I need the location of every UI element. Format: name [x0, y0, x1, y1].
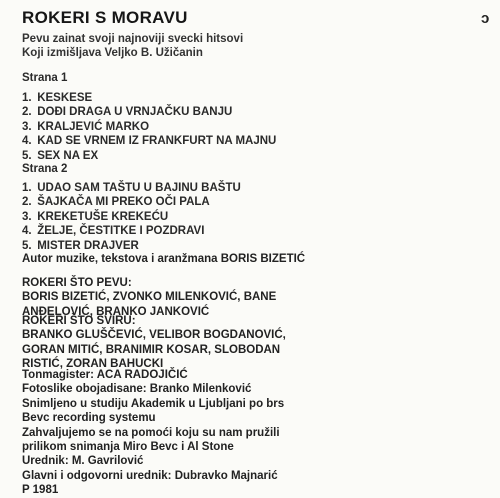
- singers-section: [22, 276, 482, 319]
- singers-heading: ROKERI ŠTO PEVU:: [22, 277, 132, 289]
- track-number: 2.: [22, 196, 32, 209]
- track-number: 3.: [22, 120, 32, 133]
- track-number: 5.: [22, 149, 32, 162]
- list-item: [22, 120, 276, 134]
- track-title: SEX NA EX: [37, 149, 99, 162]
- track-title: KRALJEVIĆ MARKO: [37, 120, 150, 133]
- track-title: KESKESE: [37, 92, 93, 104]
- track-title: ŽELJE, ČESTITKE I POZDRAVI: [37, 225, 205, 238]
- track-number: 4.: [22, 135, 32, 148]
- players-line: GORAN MITIĆ, BRANIMIR KOSAR, SLOBODAN: [22, 343, 281, 356]
- track-number: 4.: [22, 225, 32, 238]
- credit-line: Snimljeno u studiju Akademik u Ljubljani po brs: [22, 397, 285, 410]
- credit-line: Urednik: M. Gavrilović: [22, 455, 144, 468]
- album-title: ROKERI S MORAVU: [22, 8, 188, 27]
- list-item: [22, 239, 241, 253]
- credit-line: prilikom snimanja Miro Bevc i Al Stone: [22, 441, 234, 454]
- list-item: [22, 91, 276, 105]
- list-item: [22, 210, 241, 224]
- singers-line: BORIS BIZETIĆ, ZVONKO MILENKOVIĆ, BANE: [22, 291, 277, 304]
- list-item: [22, 149, 276, 163]
- credit-line: P 1981: [22, 484, 59, 497]
- track-title: MISTER DRAJVER: [37, 239, 139, 252]
- author-credit: Autor muzike, tekstova i aranžmana BORIS BIZETIĆ: [22, 253, 306, 265]
- side-b-tracklist: [22, 181, 241, 253]
- list-item: [22, 195, 241, 209]
- side-a-label: Strana 1: [22, 72, 68, 84]
- credit-line: Bevc recording systemu: [22, 412, 156, 425]
- track-number: 3.: [22, 210, 32, 223]
- track-title: KREKETUŠE KREKEĆU: [37, 210, 169, 223]
- production-credits: [22, 368, 482, 498]
- list-item: [22, 181, 241, 195]
- players-heading: ROKERI ŠTO SVIRU:: [22, 315, 136, 327]
- list-item: [22, 105, 276, 119]
- track-title: UDAO SAM TAŠTU U BAJINU BAŠTU: [37, 182, 241, 194]
- singers-line: ANĐELOVIĆ, BRANKO JANKOVIĆ: [22, 305, 210, 318]
- album-subtitle-line1: Pevu zainat svoji najnoviji svecki hitsovi: [22, 33, 244, 45]
- credit-line: Tonmagister: ACA RADOJIČIĆ: [22, 369, 188, 381]
- track-title: DOĐI DRAGA U VRNJAČKU BANJU: [37, 106, 233, 119]
- track-number: 2.: [22, 106, 32, 119]
- track-title: KAD SE VRNEM IZ FRANKFURT NA MAJNU: [37, 135, 277, 148]
- players-line: RISTIĆ, ZORAN BAHUCKI: [22, 358, 164, 371]
- corner-mark-icon: ↄ: [481, 10, 490, 27]
- track-number: 1.: [22, 182, 32, 194]
- track-number: 1.: [22, 92, 32, 104]
- track-title: ŠAJKAČA MI PREKO OČI PALA: [37, 196, 210, 209]
- credit-line: Zahvaljujemo se na pomoći koju su nam pružili: [22, 426, 280, 439]
- players-section: [22, 314, 482, 372]
- side-b-label: Strana 2: [22, 163, 68, 175]
- list-item: [22, 224, 241, 238]
- list-item: [22, 134, 276, 148]
- players-line: BRANKO GLUŠČEVIĆ, VELIBOR BOGDANOVIĆ,: [22, 329, 286, 342]
- album-subtitle-line2: Koji izmišljava Veljko B. Užičanin: [22, 47, 203, 59]
- credit-line: Fotoslike obojadisane: Branko Milenković: [22, 383, 252, 396]
- credit-line: Glavni i odgovorni urednik: Dubravko Majnarić: [22, 469, 278, 482]
- side-a-tracklist: [22, 91, 276, 163]
- track-number: 5.: [22, 239, 32, 252]
